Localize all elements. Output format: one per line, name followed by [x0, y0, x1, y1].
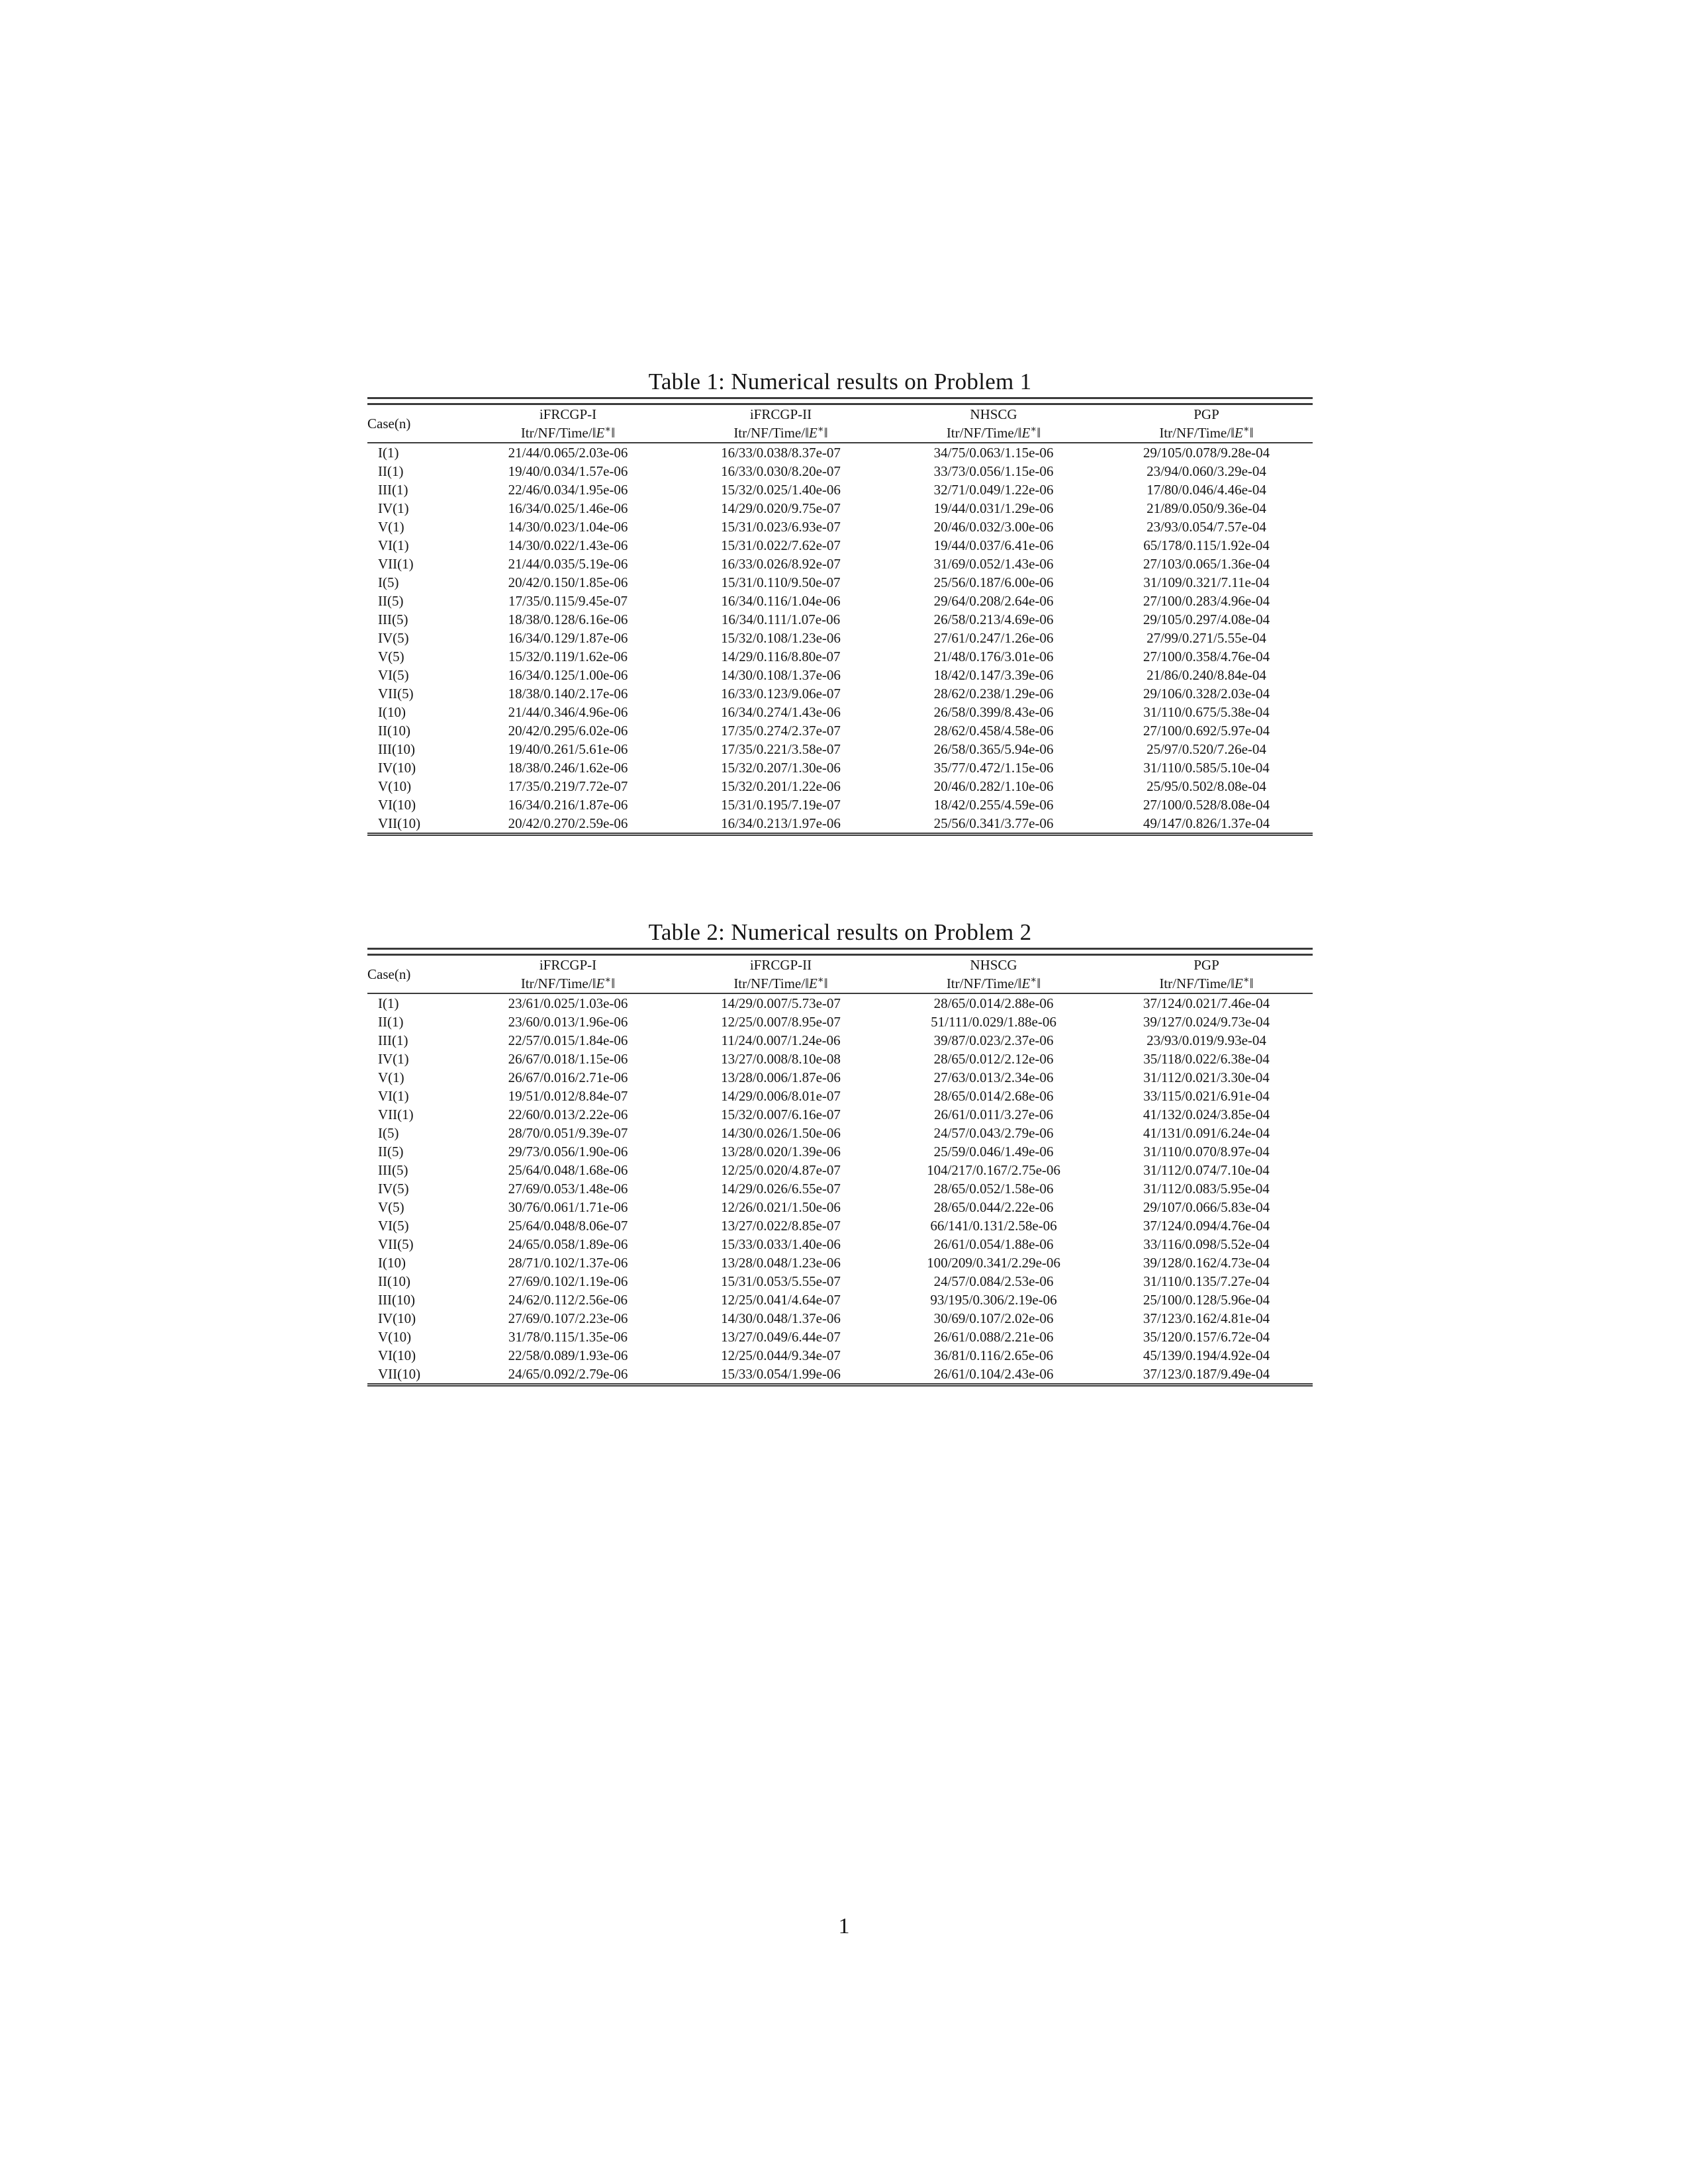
case-cell: VI(5) — [378, 667, 409, 683]
value-cell: 23/93/0.054/7.57e-04 — [1147, 519, 1266, 535]
table2-method-header-row — [367, 955, 1313, 975]
value-cell: 14/29/0.116/8.80e-07 — [721, 649, 841, 664]
table-row — [367, 1013, 1313, 1031]
value-cell: 16/34/0.111/1.07e-06 — [721, 612, 841, 627]
table-row — [367, 1216, 1313, 1235]
value-cell: 66/141/0.131/2.58e-06 — [930, 1218, 1057, 1234]
case-cell: II(5) — [378, 1144, 404, 1160]
table-row — [367, 1272, 1313, 1291]
value-cell: 28/65/0.014/2.88e-06 — [933, 995, 1054, 1011]
table-row — [367, 1031, 1313, 1050]
value-cell: 21/48/0.176/3.01e-06 — [933, 649, 1054, 664]
value-cell: 12/25/0.007/8.95e-07 — [721, 1014, 841, 1030]
table-row — [367, 480, 1313, 499]
case-cell: V(1) — [378, 1069, 404, 1085]
case-cell: I(10) — [378, 1255, 406, 1271]
value-cell: 31/110/0.070/8.97e-04 — [1143, 1144, 1270, 1160]
case-cell: III(1) — [378, 1032, 408, 1048]
case-cell: VII(5) — [378, 686, 414, 702]
case-cell: III(10) — [378, 1292, 415, 1308]
value-cell: 34/75/0.063/1.15e-06 — [933, 445, 1054, 461]
case-cell: VI(10) — [378, 1347, 416, 1363]
metric-header: Itr/NF/Time/‖E∗‖ — [887, 424, 1100, 443]
value-cell: 21/89/0.050/9.36e-04 — [1147, 500, 1266, 516]
metric-header: Itr/NF/Time/‖E∗‖ — [461, 424, 675, 443]
metric-header: Itr/NF/Time/‖E∗‖ — [1100, 424, 1313, 443]
value-cell: 30/76/0.061/1.71e-06 — [508, 1199, 628, 1215]
case-cell: II(10) — [378, 1273, 410, 1289]
value-cell: 26/67/0.018/1.15e-06 — [508, 1051, 628, 1067]
value-cell: 37/124/0.021/7.46e-04 — [1143, 995, 1270, 1011]
value-cell: 16/34/0.129/1.87e-06 — [508, 630, 628, 646]
value-cell: 28/65/0.014/2.68e-06 — [933, 1088, 1054, 1104]
page-number: 1 — [838, 1914, 850, 1938]
value-cell: 15/32/0.007/6.16e-07 — [721, 1107, 841, 1122]
value-cell: 26/61/0.054/1.88e-06 — [933, 1236, 1054, 1252]
value-cell: 29/106/0.328/2.03e-04 — [1143, 686, 1270, 702]
value-cell: 35/118/0.022/6.38e-04 — [1143, 1051, 1270, 1067]
value-cell: 14/29/0.020/9.75e-07 — [721, 500, 841, 516]
table-row — [367, 1161, 1313, 1179]
value-cell: 17/35/0.219/7.72e-07 — [508, 778, 628, 794]
table-row — [367, 1346, 1313, 1365]
value-cell: 23/60/0.013/1.96e-06 — [508, 1014, 628, 1030]
table-row — [367, 1068, 1313, 1087]
metric-header: Itr/NF/Time/‖E∗‖ — [887, 974, 1100, 993]
case-cell: VII(1) — [378, 1107, 414, 1122]
value-cell: 27/100/0.358/4.76e-04 — [1143, 649, 1270, 664]
value-cell: 22/58/0.089/1.93e-06 — [508, 1347, 628, 1363]
table-row — [367, 814, 1313, 835]
value-cell: 27/100/0.692/5.97e-04 — [1143, 723, 1270, 739]
table-row — [367, 647, 1313, 666]
table-row — [367, 1179, 1313, 1198]
case-cell: VI(1) — [378, 537, 409, 553]
value-cell: 18/42/0.255/4.59e-06 — [933, 797, 1054, 813]
value-cell: 24/57/0.043/2.79e-06 — [933, 1125, 1054, 1141]
value-cell: 16/33/0.038/8.37e-07 — [721, 445, 841, 461]
table-row — [367, 796, 1313, 814]
table-row — [367, 993, 1313, 1013]
table-row — [367, 592, 1313, 610]
case-cell: V(5) — [378, 1199, 404, 1215]
value-cell: 16/34/0.213/1.97e-06 — [721, 815, 841, 831]
value-cell: 15/31/0.022/7.62e-07 — [721, 537, 841, 553]
value-cell: 27/100/0.528/8.08e-04 — [1143, 797, 1270, 813]
value-cell: 27/103/0.065/1.36e-04 — [1143, 556, 1270, 572]
value-cell: 19/44/0.031/1.29e-06 — [933, 500, 1054, 516]
value-cell: 31/112/0.083/5.95e-04 — [1143, 1181, 1270, 1197]
value-cell: 35/77/0.472/1.15e-06 — [933, 760, 1054, 776]
case-cell: IV(1) — [378, 500, 409, 516]
value-cell: 37/123/0.162/4.81e-04 — [1143, 1310, 1270, 1326]
value-cell: 17/35/0.221/3.58e-07 — [721, 741, 841, 757]
value-cell: 25/56/0.341/3.77e-06 — [933, 815, 1054, 831]
table-row — [367, 703, 1313, 721]
value-cell: 17/35/0.115/9.45e-07 — [508, 593, 628, 609]
value-cell: 51/111/0.029/1.88e-06 — [931, 1014, 1056, 1030]
case-cell: V(10) — [378, 778, 412, 794]
table-row — [367, 777, 1313, 796]
value-cell: 33/116/0.098/5.52e-04 — [1143, 1236, 1270, 1252]
value-cell: 27/69/0.053/1.48e-06 — [508, 1181, 628, 1197]
value-cell: 16/34/0.116/1.04e-06 — [721, 593, 841, 609]
value-cell: 100/209/0.341/2.29e-06 — [927, 1255, 1060, 1271]
value-cell: 21/86/0.240/8.84e-04 — [1147, 667, 1266, 683]
case-cell: V(10) — [378, 1329, 412, 1345]
table-row — [367, 1235, 1313, 1253]
value-cell: 26/58/0.213/4.69e-06 — [933, 612, 1054, 627]
case-cell: V(5) — [378, 649, 404, 664]
value-cell: 35/120/0.157/6.72e-04 — [1143, 1329, 1270, 1345]
value-cell: 16/34/0.125/1.00e-06 — [508, 667, 628, 683]
table2-body — [367, 993, 1313, 1385]
value-cell: 31/110/0.135/7.27e-04 — [1143, 1273, 1270, 1289]
table1 — [367, 403, 1313, 836]
value-cell: 18/38/0.140/2.17e-06 — [508, 686, 628, 702]
method-header-pgp: PGP — [1194, 406, 1219, 422]
table2-top-rule — [367, 948, 1313, 950]
value-cell: 15/31/0.053/5.55e-07 — [721, 1273, 841, 1289]
table-row — [367, 629, 1313, 647]
case-cell: IV(1) — [378, 1051, 409, 1067]
table-row — [367, 1105, 1313, 1124]
table-row — [367, 1365, 1313, 1385]
value-cell: 17/35/0.274/2.37e-07 — [721, 723, 841, 739]
value-cell: 15/33/0.054/1.99e-06 — [721, 1366, 841, 1382]
table-row — [367, 684, 1313, 703]
value-cell: 13/27/0.008/8.10e-08 — [721, 1051, 841, 1067]
value-cell: 16/33/0.026/8.92e-07 — [721, 556, 841, 572]
table-row — [367, 443, 1313, 462]
value-cell: 14/30/0.022/1.43e-06 — [508, 537, 628, 553]
value-cell: 45/139/0.194/4.92e-04 — [1143, 1347, 1270, 1363]
value-cell: 31/112/0.074/7.10e-04 — [1143, 1162, 1270, 1178]
value-cell: 18/42/0.147/3.39e-06 — [933, 667, 1054, 683]
value-cell: 14/29/0.007/5.73e-07 — [721, 995, 841, 1011]
value-cell: 31/109/0.321/7.11e-04 — [1143, 574, 1270, 590]
value-cell: 16/34/0.025/1.46e-06 — [508, 500, 628, 516]
value-cell: 18/38/0.246/1.62e-06 — [508, 760, 628, 776]
value-cell: 15/31/0.110/9.50e-07 — [721, 574, 841, 590]
value-cell: 33/115/0.021/6.91e-04 — [1143, 1088, 1270, 1104]
value-cell: 15/32/0.201/1.22e-06 — [721, 778, 841, 794]
value-cell: 36/81/0.116/2.65e-06 — [933, 1347, 1054, 1363]
case-cell: II(1) — [378, 1014, 404, 1030]
method-header-ifrcgp1: iFRCGP-I — [539, 957, 597, 973]
case-cell: I(1) — [378, 445, 399, 461]
table-row — [367, 1198, 1313, 1216]
case-cell: II(1) — [378, 463, 404, 479]
value-cell: 41/131/0.091/6.24e-04 — [1143, 1125, 1270, 1141]
value-cell: 31/69/0.052/1.43e-06 — [933, 556, 1054, 572]
value-cell: 37/124/0.094/4.76e-04 — [1143, 1218, 1270, 1234]
value-cell: 39/128/0.162/4.73e-04 — [1143, 1255, 1270, 1271]
table-row — [367, 666, 1313, 684]
case-cell: VII(1) — [378, 556, 414, 572]
value-cell: 19/44/0.037/6.41e-06 — [933, 537, 1054, 553]
value-cell: 18/38/0.128/6.16e-06 — [508, 612, 628, 627]
table-row — [367, 1309, 1313, 1328]
value-cell: 14/30/0.108/1.37e-06 — [721, 667, 841, 683]
case-cell: VI(5) — [378, 1218, 409, 1234]
method-header-nhscg: NHSCG — [970, 406, 1017, 422]
value-cell: 27/69/0.107/2.23e-06 — [508, 1310, 628, 1326]
value-cell: 32/71/0.049/1.22e-06 — [933, 482, 1054, 498]
case-cell: II(10) — [378, 723, 410, 739]
table-row — [367, 1291, 1313, 1309]
case-cell: I(5) — [378, 1125, 399, 1141]
case-cell: VI(1) — [378, 1088, 409, 1104]
case-cell: IV(10) — [378, 760, 416, 776]
value-cell: 24/65/0.092/2.79e-06 — [508, 1366, 628, 1382]
value-cell: 12/25/0.041/4.64e-07 — [721, 1292, 841, 1308]
table-row — [367, 610, 1313, 629]
case-header: Case(n) — [367, 955, 461, 994]
value-cell: 12/25/0.044/9.34e-07 — [721, 1347, 841, 1363]
table1-body — [367, 443, 1313, 835]
value-cell: 23/94/0.060/3.29e-04 — [1147, 463, 1266, 479]
value-cell: 28/65/0.012/2.12e-06 — [933, 1051, 1054, 1067]
value-cell: 20/46/0.032/3.00e-06 — [933, 519, 1054, 535]
table-row — [367, 1124, 1313, 1142]
value-cell: 19/51/0.012/8.84e-07 — [508, 1088, 628, 1104]
table-row — [367, 758, 1313, 777]
value-cell: 20/46/0.282/1.10e-06 — [933, 778, 1054, 794]
value-cell: 16/33/0.123/9.06e-07 — [721, 686, 841, 702]
value-cell: 16/33/0.030/8.20e-07 — [721, 463, 841, 479]
value-cell: 21/44/0.065/2.03e-06 — [508, 445, 628, 461]
value-cell: 28/65/0.052/1.58e-06 — [933, 1181, 1054, 1197]
value-cell: 20/42/0.150/1.85e-06 — [508, 574, 628, 590]
value-cell: 25/59/0.046/1.49e-06 — [933, 1144, 1054, 1160]
case-cell: I(10) — [378, 704, 406, 720]
value-cell: 15/32/0.108/1.23e-06 — [721, 630, 841, 646]
value-cell: 31/110/0.585/5.10e-04 — [1143, 760, 1270, 776]
table-row — [367, 573, 1313, 592]
table1-method-header-row — [367, 404, 1313, 424]
value-cell: 27/100/0.283/4.96e-04 — [1143, 593, 1270, 609]
value-cell: 22/60/0.013/2.22e-06 — [508, 1107, 628, 1122]
value-cell: 24/57/0.084/2.53e-06 — [933, 1273, 1054, 1289]
case-cell: IV(5) — [378, 1181, 409, 1197]
value-cell: 39/127/0.024/9.73e-04 — [1143, 1014, 1270, 1030]
value-cell: 28/70/0.051/9.39e-07 — [508, 1125, 628, 1141]
metric-header: Itr/NF/Time/‖E∗‖ — [461, 974, 675, 993]
metric-header: Itr/NF/Time/‖E∗‖ — [675, 974, 887, 993]
value-cell: 41/132/0.024/3.85e-04 — [1143, 1107, 1270, 1122]
value-cell: 13/28/0.006/1.87e-06 — [721, 1069, 841, 1085]
case-cell: IV(5) — [378, 630, 409, 646]
case-header: Case(n) — [367, 404, 461, 443]
table-row — [367, 721, 1313, 740]
table2-caption: Table 2: Numerical results on Problem 2 — [648, 919, 1032, 945]
value-cell: 29/73/0.056/1.90e-06 — [508, 1144, 628, 1160]
method-header-ifrcgp2: iFRCGP-II — [749, 957, 812, 973]
table-row — [367, 518, 1313, 536]
value-cell: 25/100/0.128/5.96e-04 — [1143, 1292, 1270, 1308]
value-cell: 29/64/0.208/2.64e-06 — [933, 593, 1054, 609]
value-cell: 22/46/0.034/1.95e-06 — [508, 482, 628, 498]
case-cell: III(1) — [378, 482, 408, 498]
value-cell: 49/147/0.826/1.37e-04 — [1143, 815, 1270, 831]
value-cell: 14/30/0.026/1.50e-06 — [721, 1125, 841, 1141]
value-cell: 15/33/0.033/1.40e-06 — [721, 1236, 841, 1252]
value-cell: 26/61/0.011/3.27e-06 — [933, 1107, 1054, 1122]
table1-caption: Table 1: Numerical results on Problem 1 — [648, 369, 1032, 394]
table-row — [367, 462, 1313, 480]
table2-section — [367, 919, 1313, 1387]
table-row — [367, 499, 1313, 518]
value-cell: 23/93/0.019/9.93e-04 — [1147, 1032, 1266, 1048]
value-cell: 20/42/0.270/2.59e-06 — [508, 815, 628, 831]
value-cell: 27/99/0.271/5.55e-04 — [1147, 630, 1266, 646]
value-cell: 65/178/0.115/1.92e-04 — [1143, 537, 1270, 553]
value-cell: 14/29/0.006/8.01e-07 — [721, 1088, 841, 1104]
value-cell: 22/57/0.015/1.84e-06 — [508, 1032, 628, 1048]
value-cell: 93/195/0.306/2.19e-06 — [930, 1292, 1057, 1308]
case-cell: III(5) — [378, 1162, 408, 1178]
case-cell: III(10) — [378, 741, 415, 757]
value-cell: 24/62/0.112/2.56e-06 — [508, 1292, 628, 1308]
value-cell: 29/105/0.297/4.08e-04 — [1143, 612, 1270, 627]
value-cell: 104/217/0.167/2.75e-06 — [927, 1162, 1060, 1178]
value-cell: 39/87/0.023/2.37e-06 — [933, 1032, 1054, 1048]
value-cell: 25/97/0.520/7.26e-04 — [1147, 741, 1266, 757]
value-cell: 17/80/0.046/4.46e-04 — [1147, 482, 1266, 498]
value-cell: 20/42/0.295/6.02e-06 — [508, 723, 628, 739]
case-cell: VII(10) — [378, 1366, 421, 1382]
value-cell: 37/123/0.187/9.49e-04 — [1143, 1366, 1270, 1382]
value-cell: 24/65/0.058/1.89e-06 — [508, 1236, 628, 1252]
table-row — [367, 1253, 1313, 1272]
value-cell: 16/34/0.216/1.87e-06 — [508, 797, 628, 813]
value-cell: 33/73/0.056/1.15e-06 — [933, 463, 1054, 479]
case-cell: I(5) — [378, 574, 399, 590]
value-cell: 27/69/0.102/1.19e-06 — [508, 1273, 628, 1289]
value-cell: 14/29/0.026/6.55e-07 — [721, 1181, 841, 1197]
table-row — [367, 1328, 1313, 1346]
value-cell: 15/32/0.025/1.40e-06 — [721, 482, 841, 498]
value-cell: 13/27/0.049/6.44e-07 — [721, 1329, 841, 1345]
value-cell: 13/28/0.048/1.23e-06 — [721, 1255, 841, 1271]
value-cell: 12/26/0.021/1.50e-06 — [721, 1199, 841, 1215]
value-cell: 19/40/0.034/1.57e-06 — [508, 463, 628, 479]
value-cell: 13/27/0.022/8.85e-07 — [721, 1218, 841, 1234]
value-cell: 15/32/0.207/1.30e-06 — [721, 760, 841, 776]
table1-metric-header-row — [367, 424, 1313, 443]
value-cell: 21/44/0.346/4.96e-06 — [508, 704, 628, 720]
case-cell: V(1) — [378, 519, 404, 535]
table1-top-rule — [367, 397, 1313, 399]
table-row — [367, 1142, 1313, 1161]
value-cell: 25/56/0.187/6.00e-06 — [933, 574, 1054, 590]
value-cell: 27/63/0.013/2.34e-06 — [933, 1069, 1054, 1085]
table-row — [367, 1087, 1313, 1105]
value-cell: 15/32/0.119/1.62e-06 — [508, 649, 628, 664]
table2 — [367, 954, 1313, 1387]
method-header-ifrcgp1: iFRCGP-I — [539, 406, 597, 422]
value-cell: 25/64/0.048/8.06e-07 — [508, 1218, 628, 1234]
value-cell: 23/61/0.025/1.03e-06 — [508, 995, 628, 1011]
case-cell: VII(10) — [378, 815, 421, 831]
table-row — [367, 536, 1313, 555]
table2-metric-header-row — [367, 974, 1313, 993]
value-cell: 29/105/0.078/9.28e-04 — [1143, 445, 1270, 461]
value-cell: 31/112/0.021/3.30e-04 — [1143, 1069, 1270, 1085]
table-row — [367, 740, 1313, 758]
value-cell: 14/30/0.048/1.37e-06 — [721, 1310, 841, 1326]
value-cell: 26/58/0.365/5.94e-06 — [933, 741, 1054, 757]
value-cell: 21/44/0.035/5.19e-06 — [508, 556, 628, 572]
method-header-ifrcgp2: iFRCGP-II — [749, 406, 812, 422]
value-cell: 12/25/0.020/4.87e-07 — [721, 1162, 841, 1178]
table1-section — [367, 368, 1313, 836]
value-cell: 15/31/0.023/6.93e-07 — [721, 519, 841, 535]
value-cell: 25/95/0.502/8.08e-04 — [1147, 778, 1266, 794]
value-cell: 14/30/0.023/1.04e-06 — [508, 519, 628, 535]
value-cell: 26/61/0.088/2.21e-06 — [933, 1329, 1054, 1345]
case-cell: VI(10) — [378, 797, 416, 813]
metric-header: Itr/NF/Time/‖E∗‖ — [1100, 974, 1313, 993]
value-cell: 26/61/0.104/2.43e-06 — [933, 1366, 1054, 1382]
value-cell: 11/24/0.007/1.24e-06 — [721, 1032, 841, 1048]
method-header-nhscg: NHSCG — [970, 957, 1017, 973]
case-cell: VII(5) — [378, 1236, 414, 1252]
case-cell: IV(10) — [378, 1310, 416, 1326]
value-cell: 26/58/0.399/8.43e-06 — [933, 704, 1054, 720]
method-header-pgp: PGP — [1194, 957, 1219, 973]
value-cell: 28/62/0.458/4.58e-06 — [933, 723, 1054, 739]
value-cell: 28/62/0.238/1.29e-06 — [933, 686, 1054, 702]
value-cell: 28/65/0.044/2.22e-06 — [933, 1199, 1054, 1215]
value-cell: 28/71/0.102/1.37e-06 — [508, 1255, 628, 1271]
table-row — [367, 555, 1313, 573]
value-cell: 31/110/0.675/5.38e-04 — [1143, 704, 1270, 720]
value-cell: 13/28/0.020/1.39e-06 — [721, 1144, 841, 1160]
metric-header: Itr/NF/Time/‖E∗‖ — [675, 424, 887, 443]
value-cell: 27/61/0.247/1.26e-06 — [933, 630, 1054, 646]
value-cell: 19/40/0.261/5.61e-06 — [508, 741, 628, 757]
value-cell: 31/78/0.115/1.35e-06 — [508, 1329, 628, 1345]
value-cell: 25/64/0.048/1.68e-06 — [508, 1162, 628, 1178]
case-cell: I(1) — [378, 995, 399, 1011]
value-cell: 29/107/0.066/5.83e-04 — [1143, 1199, 1270, 1215]
case-cell: II(5) — [378, 593, 404, 609]
value-cell: 26/67/0.016/2.71e-06 — [508, 1069, 628, 1085]
value-cell: 30/69/0.107/2.02e-06 — [933, 1310, 1054, 1326]
value-cell: 16/34/0.274/1.43e-06 — [721, 704, 841, 720]
case-cell: III(5) — [378, 612, 408, 627]
value-cell: 15/31/0.195/7.19e-07 — [721, 797, 841, 813]
table-row — [367, 1050, 1313, 1068]
